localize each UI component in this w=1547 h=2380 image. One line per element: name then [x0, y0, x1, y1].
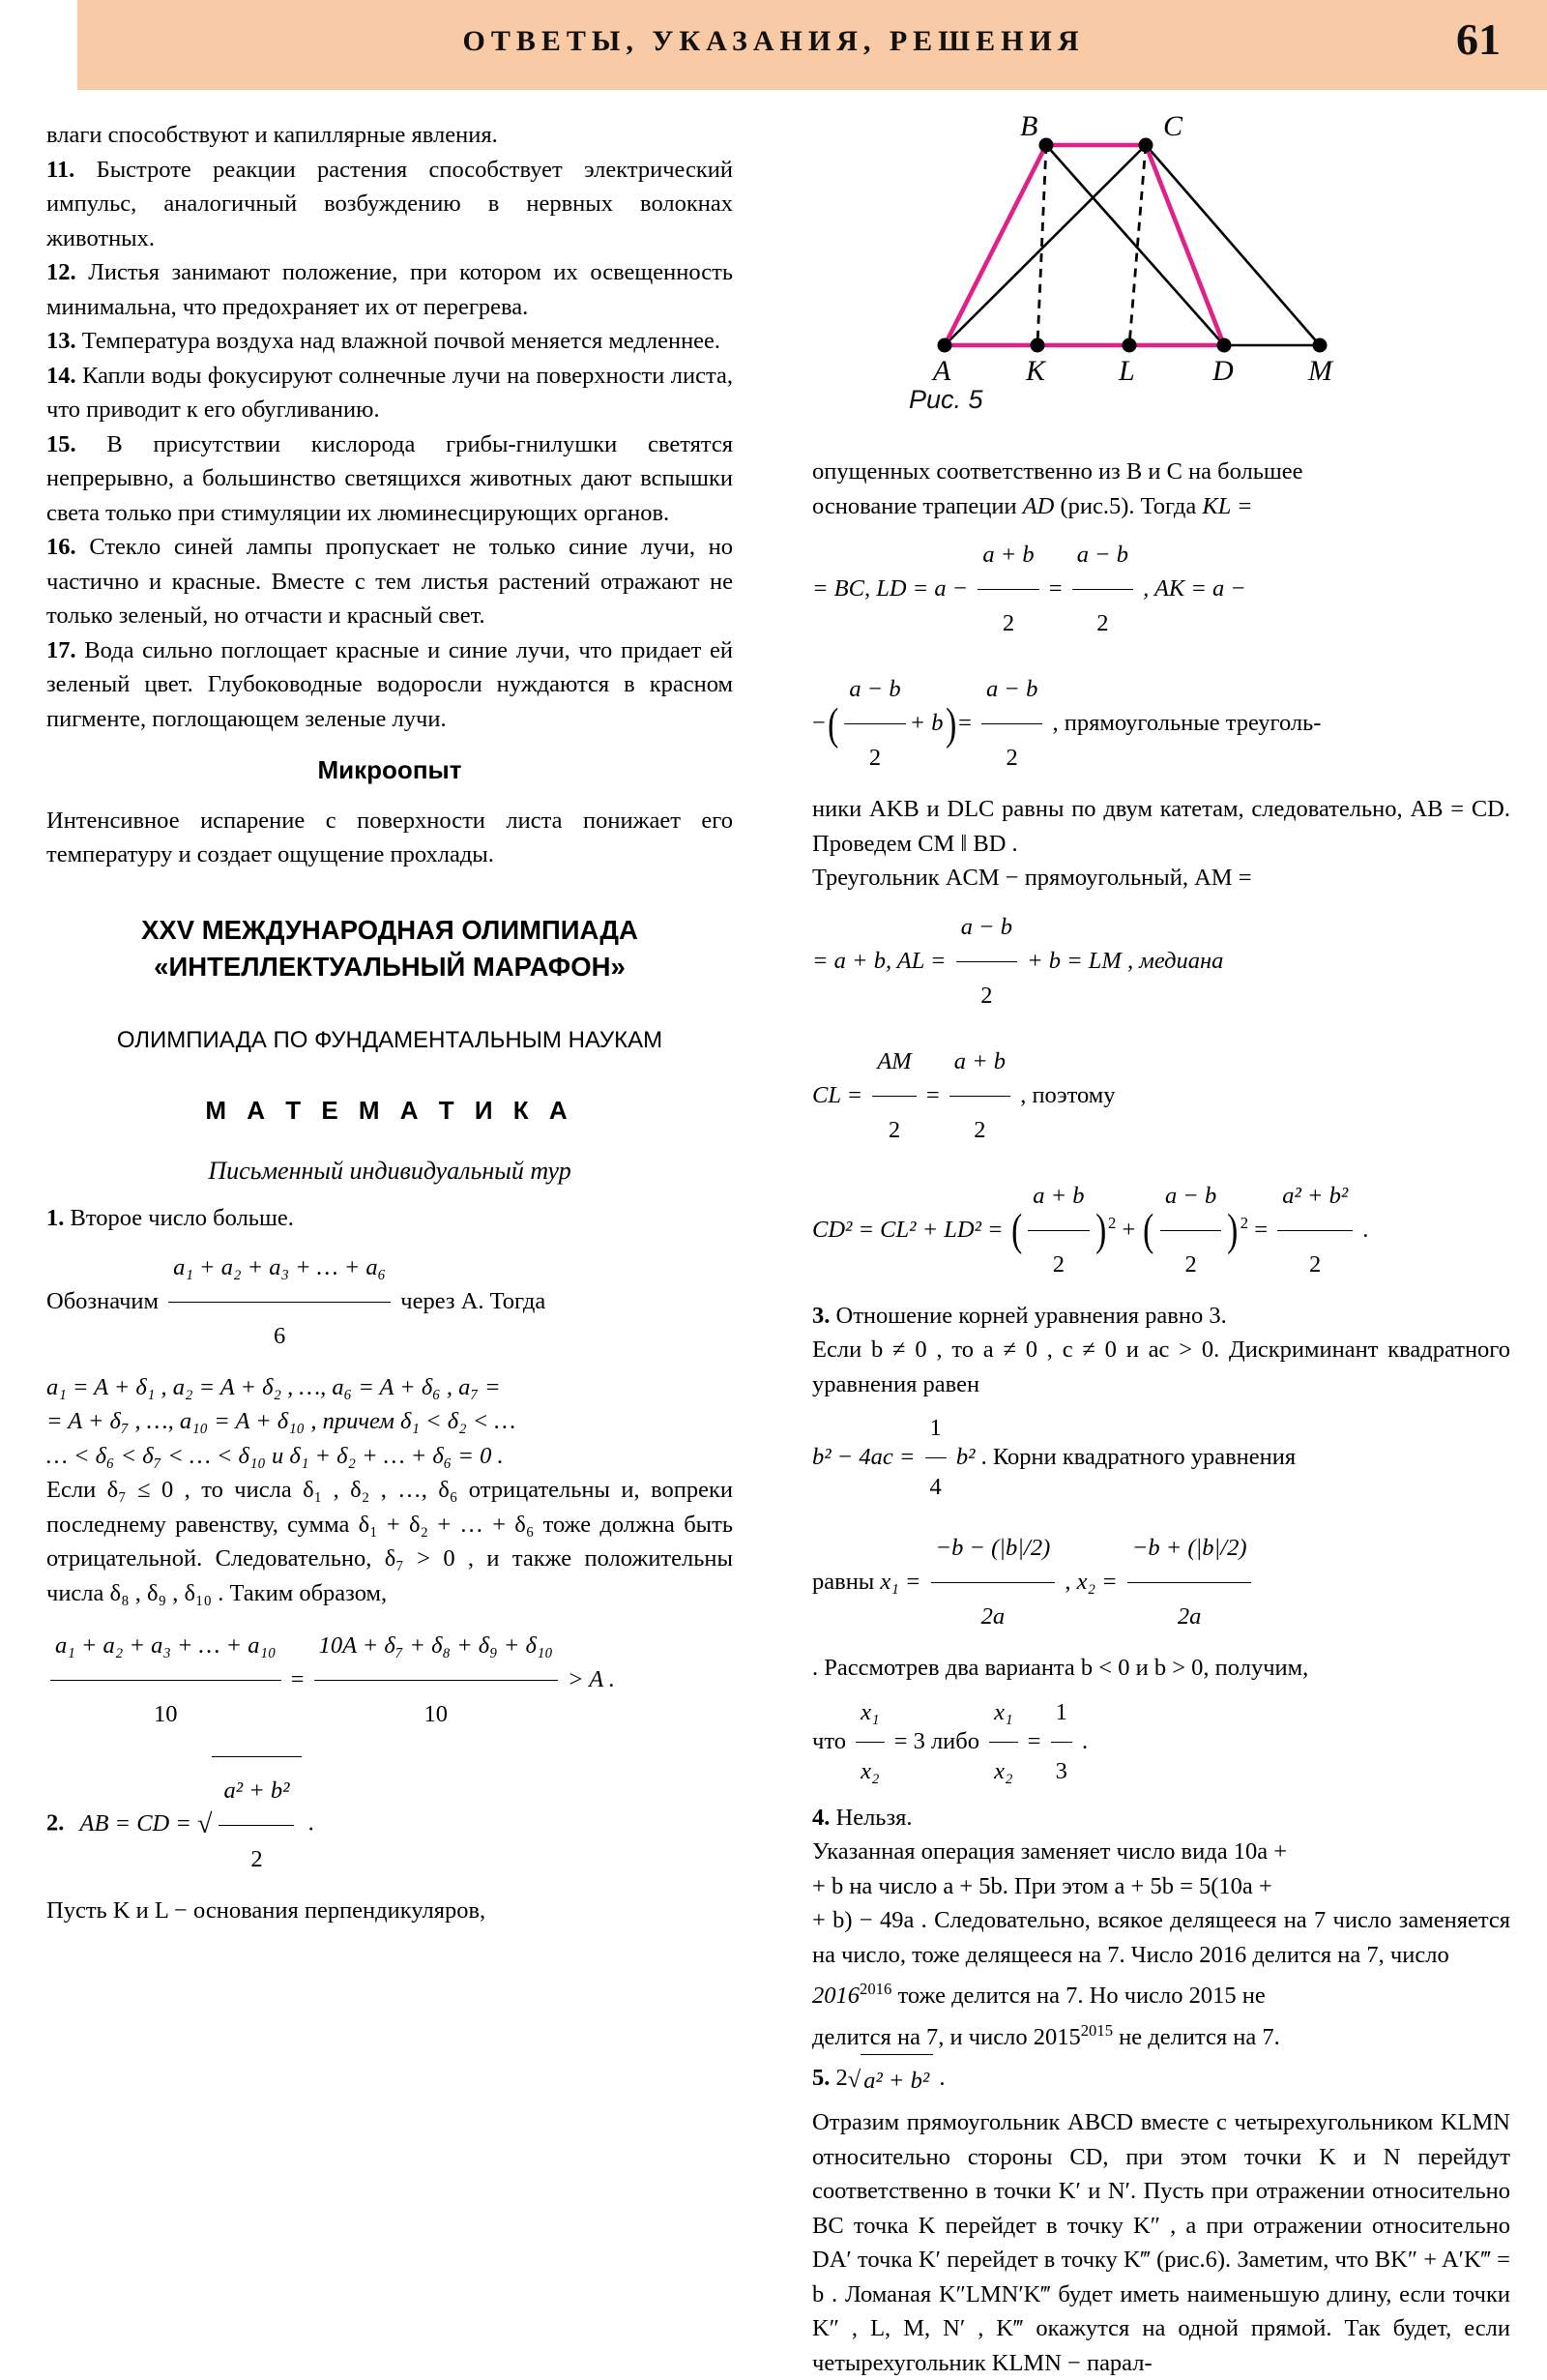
- fraction-numerator: AM: [872, 1029, 916, 1097]
- fraction-numerator: a² + b²: [1277, 1163, 1353, 1231]
- fraction-denominator: 2a: [980, 1603, 1006, 1630]
- fraction-numerator: a − b: [1160, 1163, 1221, 1231]
- right-paren: ): [1095, 1206, 1106, 1256]
- cont-var-KL: KL =: [1202, 492, 1253, 519]
- problem-1-final-inequality: [46, 1614, 733, 1748]
- item-number: 15.: [46, 430, 76, 457]
- plus-b: + b: [909, 710, 944, 737]
- eq2-tail-text: , прямоугольные треуголь-: [1052, 710, 1322, 737]
- fraction-denominator: 3: [1055, 1757, 1067, 1784]
- square-root-expression: [197, 1756, 302, 1894]
- fraction-AM-over-2: [872, 1029, 916, 1163]
- fraction-denominator: 2: [1052, 1250, 1065, 1278]
- mikroopyt-paragraph: Интенсивное испарение с поверхности листа понижает его температуру и создает ощущение прохлады.: [46, 807, 733, 867]
- problem-answer-text: Отношение корней уравнения равно 3.: [835, 1302, 1227, 1329]
- fraction-numerator: a₁ + a₂ + a₃ + … + a₆: [168, 1235, 391, 1303]
- problem-number: 5.: [812, 2065, 831, 2092]
- x1-label: x₁ =: [880, 1569, 921, 1596]
- denote-word: Обозначим: [46, 1287, 160, 1314]
- right-fraction: [314, 1613, 558, 1748]
- text-after: тоже делится на 7. Но число 2015 не: [891, 1983, 1266, 2010]
- fraction-one-fourth: [925, 1400, 947, 1515]
- radicand: [212, 1756, 302, 1894]
- inner-fraction: [219, 1758, 294, 1893]
- problem-4-text-e: [812, 2013, 1510, 2055]
- fraction-denominator: 10: [423, 1701, 448, 1727]
- mikroopyt-heading: Микроопыт: [317, 755, 462, 784]
- comma: ,: [1065, 1569, 1071, 1596]
- item-text: Температура воздуха над влажной почвой меняется медленнее.: [81, 328, 721, 354]
- discriminant-lhs: b² − 4ac =: [812, 1444, 916, 1471]
- square-root-expression: [848, 2054, 933, 2105]
- problem-4-text-d: [812, 1972, 1510, 2013]
- fraction-a-plus-b-over-2: [1028, 1163, 1089, 1298]
- fraction-numerator: 10A + δ₇ + δ₈ + δ₉ + δ₁₀: [314, 1613, 558, 1681]
- problem-3-roots-tail: . Рассмотрев два варианта b < 0 и b > 0, получим,: [812, 1655, 1309, 1681]
- cont-text-a: основание трапеции: [812, 492, 1023, 519]
- problem-number: 4.: [812, 1804, 831, 1831]
- right-paragraph-2: Треугольник ACM − прямоугольный, AM =: [812, 865, 1252, 891]
- fraction-x1-over-x2-a: [856, 1685, 884, 1800]
- fraction-denominator: 2: [868, 745, 882, 771]
- fraction-denominator: 2: [974, 1116, 986, 1143]
- inequality-tail: > A .: [568, 1666, 616, 1693]
- fraction-denominator: 2: [888, 1116, 901, 1143]
- discriminant-tail: . Корни квадратного уравнения: [980, 1444, 1297, 1471]
- item-text: Листья занимают положение, при котором их освещенность минимальна, что предохраняет их от перегрева.: [46, 259, 733, 320]
- fraction-denominator: 10: [154, 1701, 178, 1727]
- text-before: делится на 7, и число 2015: [812, 2023, 1081, 2050]
- roots-word: равны: [812, 1569, 875, 1596]
- fraction-result: [1277, 1163, 1353, 1298]
- right-continuation-line-1: опущенных соответственно из B и C на большее: [812, 458, 1303, 485]
- answer-item-16: [46, 530, 733, 633]
- left-fraction: [50, 1613, 281, 1748]
- average-fraction: [168, 1235, 391, 1369]
- fraction-denominator: 2: [1096, 610, 1109, 636]
- fraction-numerator: a − b: [1072, 522, 1133, 590]
- minus-sign: −: [812, 710, 826, 737]
- fraction-denominator: 2: [1309, 1250, 1322, 1278]
- left-paren: (: [1143, 1206, 1154, 1256]
- problem-number: 1.: [46, 1205, 65, 1231]
- problem-1-line-a3: … < δ₆ < δ₇ < … < δ₁₀ и δ₁ + δ₂ + … + δ₆ = 0 .: [46, 1442, 504, 1469]
- or-word: либо: [930, 1727, 980, 1754]
- problem-3-line-1: Если b ≠ 0 , то a ≠ 0 , c ≠ 0 и ac > 0. Дискриминант квадратного уравнения равен: [812, 1337, 1510, 1397]
- problem-3-answer: [812, 1299, 1510, 1334]
- equation-AL: [812, 896, 1510, 1030]
- fraction-denominator: 6: [274, 1322, 286, 1349]
- fraction-numerator: a − b: [956, 895, 1017, 962]
- problem-1-denote-line: [46, 1236, 733, 1370]
- fraction-numerator: a − b: [844, 657, 905, 724]
- b-squared: b²: [955, 1444, 976, 1471]
- fraction-numerator: a² + b²: [219, 1758, 294, 1826]
- answer-item-13: [46, 324, 733, 359]
- problem-1-line-a4: Если δ₇ ≤ 0 , то числа δ₁ , δ₂ , …, δ₆ отрицательны и, вопреки последнему равенству, сумма δ₁ + δ₂ + … + δ₆ тоже должна быть отрицательной. Следовательно, δ₇ > 0 , и также положительны числа δ₈ , δ₉ , δ₁₀ . Таким образом,: [46, 1477, 733, 1606]
- problem-5-text: Отразим прямоугольник ABCD вместе с четырехугольником KLMN относительно стороны CD, при этом точки K и N перейдут соответственно в точки K′ и N′. Пусть при отражении относительно BC точка K перейдет в точку K″ , а при отражении относительно DA′ точка K′ перейдет в точку K‴ (рис.6). Заметим, что BK″ + A′K‴ = b . Ломаная K″LMN′K‴ будет иметь наименьшую длину, если точки K″ , L, M, N′ , K‴ окажутся на одной прямой. Так будет, если четырехугольник KLMN − парал-: [812, 2109, 1510, 2376]
- fraction-denominator: 2: [1184, 1250, 1197, 1278]
- fraction-numerator: −b + (|b|/2): [1127, 1515, 1252, 1583]
- problem-3-roots: [812, 1516, 1510, 1651]
- fraction-x2: [1127, 1515, 1252, 1650]
- exponent-2: 2: [1240, 1213, 1249, 1232]
- answer-item-15: [46, 427, 733, 531]
- problem-answer-text: Второе число больше.: [70, 1205, 294, 1231]
- fraction-denominator: 2: [250, 1846, 263, 1872]
- eq3-prefix: = a + b, AL =: [812, 947, 947, 974]
- answer-item-12: [46, 255, 733, 324]
- problem-2-lhs: AB = CD =: [79, 1809, 191, 1836]
- right-paragraph-1: ники AKB и DLC равны по двум катетам, следовательно, AB = CD. Проведем CM ‖ BD .: [812, 796, 1510, 857]
- tour-heading: Письменный индивидуальный тур: [208, 1156, 571, 1185]
- fraction-numerator: −b − (|b|/2): [931, 1515, 1056, 1583]
- fraction-denominator: 2: [1006, 745, 1018, 771]
- dashed-perpendiculars: [1037, 145, 1146, 345]
- fraction-x1: [931, 1515, 1056, 1650]
- page-header-band: [77, 0, 1547, 90]
- item-text: Стекло синей лампы пропускает не только синие лучи, но частично и красные. Вместе с тем листья растений отражают не только зеленый, но отчасти и красный свет.: [46, 534, 734, 629]
- item-number: 11.: [46, 156, 75, 183]
- equals-sign: =: [958, 710, 972, 737]
- page-number: 61: [1456, 15, 1501, 64]
- continuation-line: влаги способствуют и капиллярные явления.: [46, 122, 498, 148]
- text-after: не делится на 7.: [1113, 2023, 1280, 2050]
- fraction-one-third: [1051, 1685, 1072, 1800]
- radical-sign: √: [197, 1809, 213, 1839]
- eq1-tail: , AK = a −: [1143, 575, 1246, 602]
- olympiad-title-line-1: XXV МЕЖДУНАРОДНАЯ ОЛИМПИАДА: [141, 914, 638, 945]
- equation-CD-squared: [812, 1164, 1510, 1299]
- item-number: 12.: [46, 259, 76, 285]
- fraction-denominator: 2a: [1177, 1603, 1202, 1630]
- fraction-denominator: x₂: [994, 1757, 1013, 1784]
- problem-number: 3.: [812, 1302, 831, 1329]
- item-text: Капли воды фокусируют солнечные лучи на поверхности листа, что приводит к его обугливанию.: [46, 362, 733, 423]
- number-2016: 2016: [812, 1983, 860, 2010]
- problem-3-discriminant: [812, 1401, 1510, 1516]
- cont-var-AD: AD: [1022, 492, 1055, 519]
- problem-2-formula: [46, 1756, 733, 1894]
- vertex-label-L: L: [1119, 355, 1135, 387]
- eq5-tail: .: [1362, 1216, 1369, 1243]
- fraction-numerator: x₁: [856, 1685, 884, 1743]
- problem-answer-text: Нельзя.: [835, 1804, 913, 1831]
- figure-caption: Рис. 5: [909, 385, 983, 414]
- problem-number: 2.: [46, 1809, 65, 1836]
- coefficient-2: 2: [835, 2065, 848, 2092]
- item-text: В присутствии кислорода грибы-гнилушки светятся непрерывно, а большинство светящихся животных дают вспышки света только при стимуляции их люминесцирующих органов.: [46, 430, 734, 526]
- fraction-denominator: x₂: [861, 1757, 880, 1784]
- vertex-label-K: K: [1026, 355, 1046, 387]
- answer-item-11: [46, 153, 733, 256]
- fraction-numerator: a + b: [1028, 1163, 1089, 1231]
- fraction-numerator: a + b: [949, 1029, 1010, 1097]
- fraction-numerator: 1: [1051, 1685, 1072, 1743]
- equation-LD: [812, 523, 1510, 658]
- radical-sign: √: [847, 2066, 861, 2093]
- eq5-lhs: CD² = CL² + LD² =: [812, 1216, 1004, 1243]
- problem-1-line-a1: a₁ = A + δ₁ , a₂ = A + δ₂ , …, a₆ = A + δ₆ , a₇ =: [46, 1373, 501, 1400]
- left-paren: (: [1010, 1206, 1023, 1256]
- equation-CL: [812, 1030, 1510, 1164]
- fraction-a-minus-b-over-2: [844, 657, 905, 791]
- problem-4-answer: [812, 1801, 1510, 1836]
- vertex-label-D: D: [1212, 355, 1234, 387]
- fraction-result: [981, 657, 1042, 791]
- through-A-text: через A. Тогда: [400, 1287, 546, 1314]
- x2-label: x₂ =: [1076, 1569, 1118, 1596]
- fraction-denominator: 2: [1002, 610, 1015, 636]
- fraction-a-minus-b-over-2: [1072, 522, 1133, 657]
- fraction-numerator: x₁: [989, 1685, 1017, 1743]
- answer-item-14: [46, 359, 733, 427]
- eq3-tail: + b = LM , медиана: [1027, 947, 1224, 974]
- fraction-a-minus-b-over-2: [956, 895, 1017, 1029]
- fraction-denominator: 4: [929, 1474, 942, 1500]
- item-number: 13.: [46, 328, 76, 354]
- item-number: 14.: [46, 362, 76, 389]
- equation-AK: [812, 658, 1510, 792]
- conclusion-word: что: [812, 1727, 846, 1754]
- fraction-numerator: a − b: [981, 657, 1042, 724]
- problem-3-conclusion: [812, 1686, 1510, 1801]
- exponent-2016: 2016: [860, 1980, 892, 1998]
- item-text: Вода сильно поглощает красные и синие лучи, что придает ей зеленый цвет. Глубоководные водоросли нуждаются в красном пигменте, поглощающем зеленые лучи.: [46, 636, 733, 732]
- page-header-title: ОТВЕТЫ, УКАЗАНИЯ, РЕШЕНИЯ: [462, 25, 1085, 57]
- radicand: a² + b²: [861, 2054, 933, 2105]
- fraction-x1-over-x2-b: [989, 1685, 1017, 1800]
- vertex-label-A: A: [933, 355, 951, 387]
- fraction-numerator: 1: [925, 1400, 947, 1458]
- equals-sign: =: [1027, 1727, 1041, 1754]
- olympiad-title-line-2: «ИНТЕЛЛЕКТУАЛЬНЫЙ МАРАФОН»: [154, 951, 626, 982]
- item-number: 16.: [46, 534, 76, 560]
- olympiad-subtitle: ОЛИМПИАДА ПО ФУНДАМЕНТАЛЬНЫМ НАУКАМ: [116, 1026, 663, 1053]
- problem-1-line-a2: = A + δ₇ , …, a₁₀ = A + δ₁₀ , причем δ₁ < δ₂ < …: [46, 1408, 516, 1434]
- cont-text-c: (рис.5). Тогда: [1054, 492, 1203, 519]
- problem-4-text-b: + b на число a + 5b. При этом a + 5b = 5(10a +: [812, 1872, 1272, 1899]
- trapezoid-outline-magenta: [945, 145, 1224, 345]
- problem-1-answer: [46, 1201, 733, 1236]
- exponent-2: 2: [1108, 1213, 1117, 1232]
- equals-3: = 3: [893, 1727, 925, 1754]
- problem-4-text-c: + b) − 49a . Следовательно, всякое делящееся на 7 число заменяется на число, тоже делящееся на 7. Число 2016 делится на 7, число: [812, 1907, 1510, 1968]
- eq4-tail-text: , поэтому: [1020, 1081, 1116, 1108]
- period: .: [939, 2065, 946, 2092]
- fraction-a-plus-b-over-2: [978, 522, 1038, 657]
- left-column: [46, 118, 733, 1928]
- problem-5-answer: [812, 2054, 1510, 2105]
- right-column: [812, 455, 1510, 2380]
- left-paren: (: [828, 699, 839, 749]
- equals-sign: =: [925, 1081, 940, 1108]
- plus-sign: +: [1122, 1216, 1136, 1243]
- fraction-denominator: 2: [980, 982, 993, 1009]
- problem-2-text: Пусть K и L − основания перпендикуляров,: [46, 1897, 486, 1924]
- period: .: [1082, 1727, 1089, 1754]
- item-number: 17.: [46, 636, 76, 663]
- eq4-lhs: CL =: [812, 1081, 863, 1108]
- right-paren: ): [945, 699, 956, 749]
- subject-heading-mathematics: М А Т Е М А Т И К А: [205, 1096, 574, 1125]
- item-text: Быстроте реакции растения способствует электрический импульс, аналогичный возбуждению в нервных волокнах животных.: [46, 156, 733, 251]
- equals-sign: =: [1254, 1216, 1269, 1243]
- equals-sign: =: [290, 1666, 305, 1693]
- vertex-label-M: M: [1308, 355, 1332, 387]
- fraction-a-plus-b-over-2: [949, 1029, 1010, 1163]
- fraction-numerator: a₁ + a₂ + a₃ + … + a₁₀: [50, 1613, 281, 1681]
- exponent-2015: 2015: [1080, 2020, 1114, 2040]
- equals-sign: =: [1048, 575, 1063, 602]
- vertex-label-C: C: [1163, 110, 1183, 142]
- eq1-prefix: = BC, LD = a −: [812, 575, 969, 602]
- vertex-label-B: B: [1020, 110, 1038, 142]
- right-paren: ): [1227, 1206, 1239, 1256]
- fraction-a-minus-b-over-2: [1160, 1163, 1221, 1298]
- problem-4-text-a: Указанная операция заменяет число вида 10a +: [812, 1838, 1288, 1865]
- answer-item-17: [46, 633, 733, 737]
- fraction-numerator: a + b: [978, 522, 1038, 590]
- right-continuation-line-2: [812, 489, 1510, 524]
- period: .: [307, 1809, 314, 1836]
